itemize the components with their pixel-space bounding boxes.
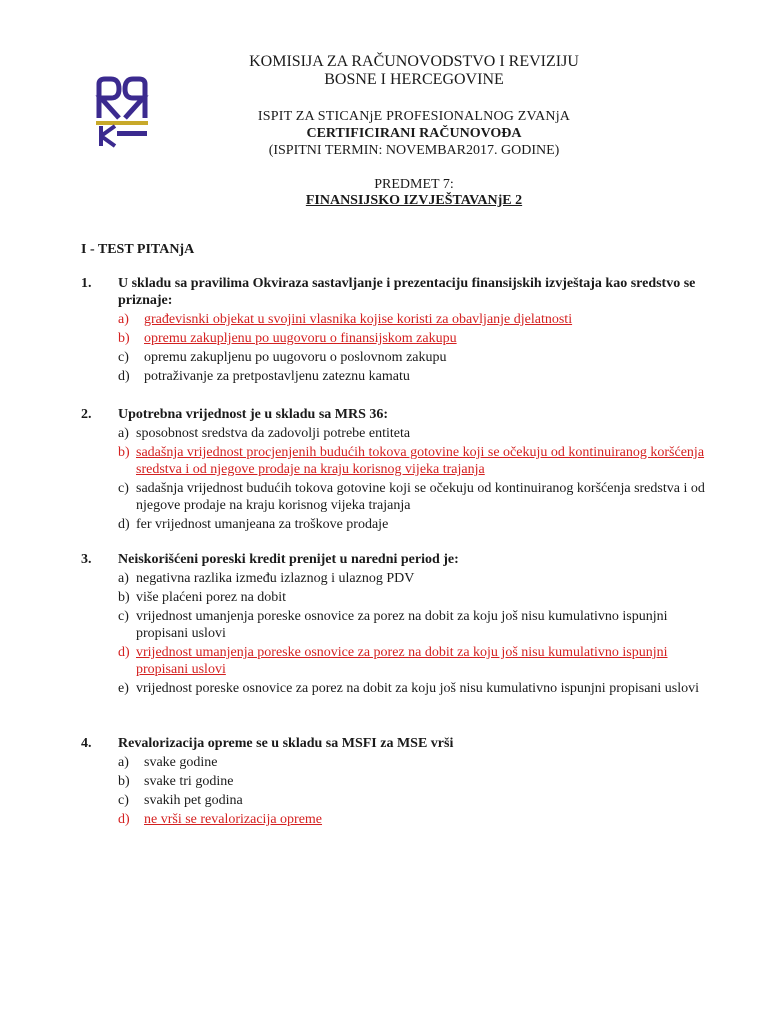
question-text: U skladu sa pravilima Okviraza sastavljanje i prezentaciju finansijskih izvještaja kao sredstvo se priznaje: [118,276,696,308]
answer-option-c [118,349,721,366]
answer-option-c [118,792,721,809]
option-letter: e) [118,681,129,696]
question-4 [81,735,721,828]
option-text: opremu zakupljenu po uugovoru o finansijskom zakupu [144,331,457,346]
option-letter: b) [118,331,130,346]
option-letter: d) [118,812,130,827]
option-text: svake tri godine [144,774,234,789]
answer-option-d [118,644,721,678]
option-text: građevisnki objekat u svojini vlasnika kojise koristi za obavljanje djelatnosti [144,312,573,327]
option-text: sposobnost sredstva da zadovolji potrebe entiteta [136,426,411,441]
option-text: vrijednost poreske osnovice za porez na dobit za koju još nisu kumulativno ispunjni propisani uslovi [136,681,700,696]
option-letter: c) [118,793,129,808]
option-letter: a) [118,426,129,441]
answer-option-b [118,330,721,347]
option-text: sadašnja vrijednost procjenjenih budućih tokova gotovine koji se očekuju od kontinuiranog koršćenja sredstva i od njegove prodaje na kraju korisnog vijeka trajanja [136,445,705,477]
option-letter: c) [118,609,129,624]
question-text: Revalorizacija opreme se u skladu sa MSFI za MSE vrši [118,736,454,751]
option-text: negativna razlika između izlaznog i ulaznog PDV [136,571,415,586]
question-3 [81,551,721,697]
answer-option-b [118,773,721,790]
answer-option-d [118,811,721,828]
answer-option-a [118,425,721,442]
question-number: 2. [81,407,92,422]
option-text: fer vrijednost umanjeana za troškove prodaje [136,517,389,532]
option-letter: a) [118,571,129,586]
option-text: ne vrši se revalorizacija opreme [144,812,323,827]
answer-option-a [118,570,721,587]
option-letter: b) [118,445,130,460]
option-letter: a) [118,312,129,327]
question-text: Upotrebna vrijednost je u skladu sa MRS 36: [118,407,389,422]
option-letter: d) [118,369,130,384]
subject-number: PREDMET 7: [374,177,454,192]
question-1 [81,275,721,385]
question-2 [81,406,721,533]
question-number: 1. [81,276,92,291]
section-title: I - TEST PITANjA [81,242,195,257]
answer-option-a [118,754,721,771]
option-text: opremu zakupljenu po uugovoru o poslovnom zakupu [144,350,447,365]
exam-qualification: CERTIFICIRANI RAČUNOVOĐA [306,126,522,141]
answer-option-d [118,368,721,385]
option-letter: d) [118,517,130,532]
answer-option-e [118,680,721,697]
option-letter: b) [118,590,130,605]
option-letter: b) [118,774,130,789]
exam-title: ISPIT ZA STICANjE PROFESIONALNOG ZVANjA [257,109,571,124]
answer-option-b [118,589,721,606]
option-letter: a) [118,755,129,770]
answer-option-d [118,516,721,533]
question-number: 4. [81,736,92,751]
organization-name-line1: KOMISIJA ZA RAČUNOVODSTVO I REVIZIJU [249,53,579,70]
option-text: više plaćeni porez na dobit [136,590,287,605]
option-letter: c) [118,350,129,365]
answer-option-a [118,311,721,328]
option-text: svake godine [144,755,218,770]
subject-title: FINANSIJSKO IZVJEŠTAVANjE 2 [305,193,523,208]
option-text: vrijednost umanjenja poreske osnovice za porez na dobit za koju još nisu kumulativno ispunjni propisani uslovi [136,645,668,677]
option-text: svakih pet godina [144,793,243,808]
answer-option-b [118,444,721,478]
option-letter: d) [118,645,130,660]
option-text: sadašnja vrijednost budućih tokova gotovine koji se očekuju od kontinuiranog koršćenja sredstva i od njegove prodaje na kraju korisnog vijeka trajanja [136,481,705,513]
question-number: 3. [81,552,92,567]
option-letter: c) [118,481,129,496]
answer-option-c [118,608,721,642]
option-text: vrijednost umanjenja poreske osnovice za porez na dobit za koju još nisu kumulativno ispunjni propisani uslovi [136,609,668,641]
organization-name-line2: BOSNE I HERCEGOVINE [324,71,504,88]
exam-term: (ISPITNI TERMIN: NOVEMBAR2017. GODINE) [268,143,560,158]
answer-option-c [118,480,721,514]
question-text: Neiskorišćeni poreski kredit prenijet u naredni period je: [118,552,459,567]
option-text: potraživanje za pretpostavljenu zateznu kamatu [144,369,410,384]
